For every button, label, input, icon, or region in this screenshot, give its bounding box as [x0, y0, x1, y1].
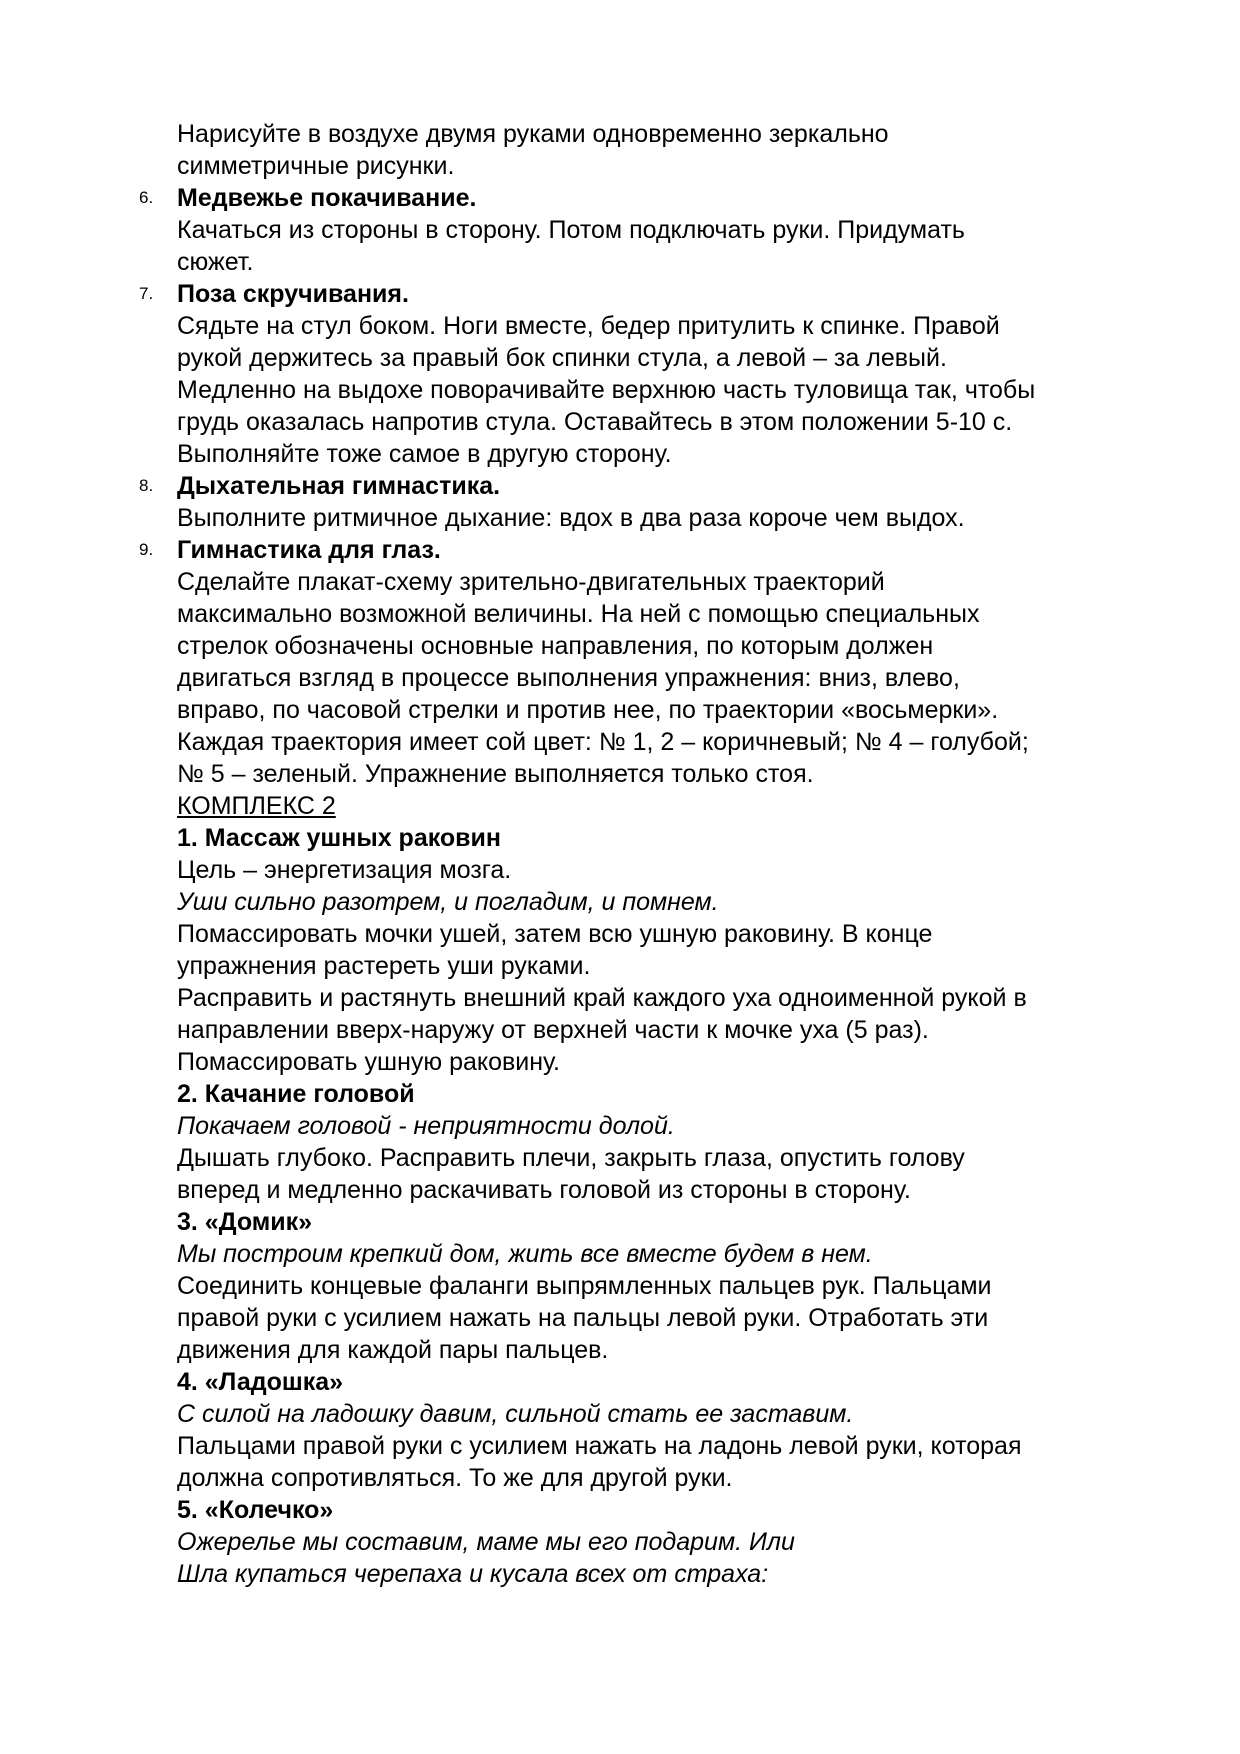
item-number: 8.	[139, 476, 154, 495]
item-text: Сделайте плакат-схему зрительно-двигательных траекторий	[177, 568, 885, 596]
section-heading: КОМПЛЕКС 2	[177, 792, 336, 820]
item-text: двигаться взгляд в процессе выполнения упражнения: вниз, влево,	[177, 664, 960, 692]
complex2-exercise-1	[177, 822, 1177, 1078]
exercise-title: 4. «Ладошка»	[177, 1368, 344, 1396]
exercise-rhyme: Уши сильно разотрем, и погладим, и помнем.	[177, 888, 719, 916]
item-text: Каждая траектория имеет сой цвет: № 1, 2 – коричневый; № 4 – голубой;	[177, 728, 1029, 756]
exercise-text: Соединить концевые фаланги выпрямленных пальцев рук. Пальцами	[177, 1272, 992, 1300]
item-text: максимально возможной величины. На ней с помощью специальных	[177, 600, 980, 628]
exercise-rhyme: С силой на ладошку давим, сильной стать ее заставим.	[177, 1400, 854, 1428]
item-text: сюжет.	[177, 248, 254, 276]
intro-line: Нарисуйте в воздухе двумя руками одновременно зеркально	[177, 120, 889, 148]
exercise-title: 2. Качание головой	[177, 1080, 415, 1108]
exercise-text: Расправить и растянуть внешний край каждого уха одноименной рукой в	[177, 984, 1027, 1012]
exercise-text: Помассировать мочки ушей, затем всю ушную раковину. В конце	[177, 920, 933, 948]
exercise-item-9	[139, 534, 1177, 790]
exercise-text: упражнения растереть уши руками.	[177, 952, 591, 980]
item-number: 6.	[139, 188, 154, 207]
exercise-item-6	[139, 182, 1177, 278]
item-title: Поза скручивания.	[177, 280, 409, 308]
item-title: Дыхательная гимнастика.	[177, 472, 501, 500]
item-text: Качаться из стороны в сторону. Потом подключать руки. Придумать	[177, 216, 965, 244]
item-number: 9.	[139, 540, 154, 559]
item-text: грудь оказалась напротив стула. Оставайтесь в этом положении 5-10 с.	[177, 408, 1013, 436]
complex2-exercise-5	[177, 1494, 1177, 1590]
item-text: стрелок обозначены основные направления, по которым должен	[177, 632, 934, 660]
exercise-item-8	[139, 470, 1177, 534]
exercise-text: Дышать глубоко. Расправить плечи, закрыть глаза, опустить голову	[177, 1144, 965, 1172]
complex2-exercise-3	[177, 1206, 1177, 1366]
intro-line: симметричные рисунки.	[177, 152, 455, 180]
item-text: № 5 – зеленый. Упражнение выполняется только стоя.	[177, 760, 814, 788]
exercise-text: движения для каждой пары пальцев.	[177, 1336, 609, 1364]
exercise-text: правой руки с усилием нажать на пальцы левой руки. Отработать эти	[177, 1304, 989, 1332]
exercise-text: направлении вверх-наружу от верхней части к мочке уха (5 раз).	[177, 1016, 929, 1044]
exercise-rhyme: Мы построим крепкий дом, жить все вместе будем в нем.	[177, 1240, 873, 1268]
exercise-rhyme: Покачаем головой - неприятности долой.	[177, 1112, 675, 1140]
document-body	[139, 118, 1177, 1590]
exercise-item-7	[139, 278, 1177, 470]
item-text: Сядьте на стул боком. Ноги вместе, бедер притулить к спинке. Правой	[177, 312, 1000, 340]
exercise-text: вперед и медленно раскачивать головой из стороны в сторону.	[177, 1176, 911, 1204]
exercise-text: Цель – энергетизация мозга.	[177, 856, 512, 884]
exercise-title: 3. «Домик»	[177, 1208, 313, 1236]
item-title: Гимнастика для глаз.	[177, 536, 441, 564]
item-text: Выполните ритмичное дыхание: вдох в два раза короче чем выдох.	[177, 504, 965, 532]
exercise-rhyme: Шла купаться черепаха и кусала всех от страха:	[177, 1560, 769, 1588]
complex2-exercise-4	[177, 1366, 1177, 1494]
exercise-text: Пальцами правой руки с усилием нажать на ладонь левой руки, которая	[177, 1432, 1022, 1460]
exercise-text: должна сопротивляться. То же для другой руки.	[177, 1464, 733, 1492]
item-text: Выполняйте тоже самое в другую сторону.	[177, 440, 672, 468]
item-title: Медвежье покачивание.	[177, 184, 477, 212]
exercise-rhyme: Ожерелье мы составим, маме мы его подарим. Или	[177, 1528, 795, 1556]
exercise-title: 5. «Колечко»	[177, 1496, 334, 1524]
item-text: вправо, по часовой стрелки и против нее, по траектории «восьмерки».	[177, 696, 999, 724]
item-text: Медленно на выдохе поворачивайте верхнюю часть туловища так, чтобы	[177, 376, 1036, 404]
item-text: рукой держитесь за правый бок спинки стула, а левой – за левый.	[177, 344, 947, 372]
item-number: 7.	[139, 284, 154, 303]
complex2-exercise-2	[177, 1078, 1177, 1206]
exercise-title: 1. Массаж ушных раковин	[177, 824, 502, 852]
exercise-text: Помассировать ушную раковину.	[177, 1048, 560, 1076]
